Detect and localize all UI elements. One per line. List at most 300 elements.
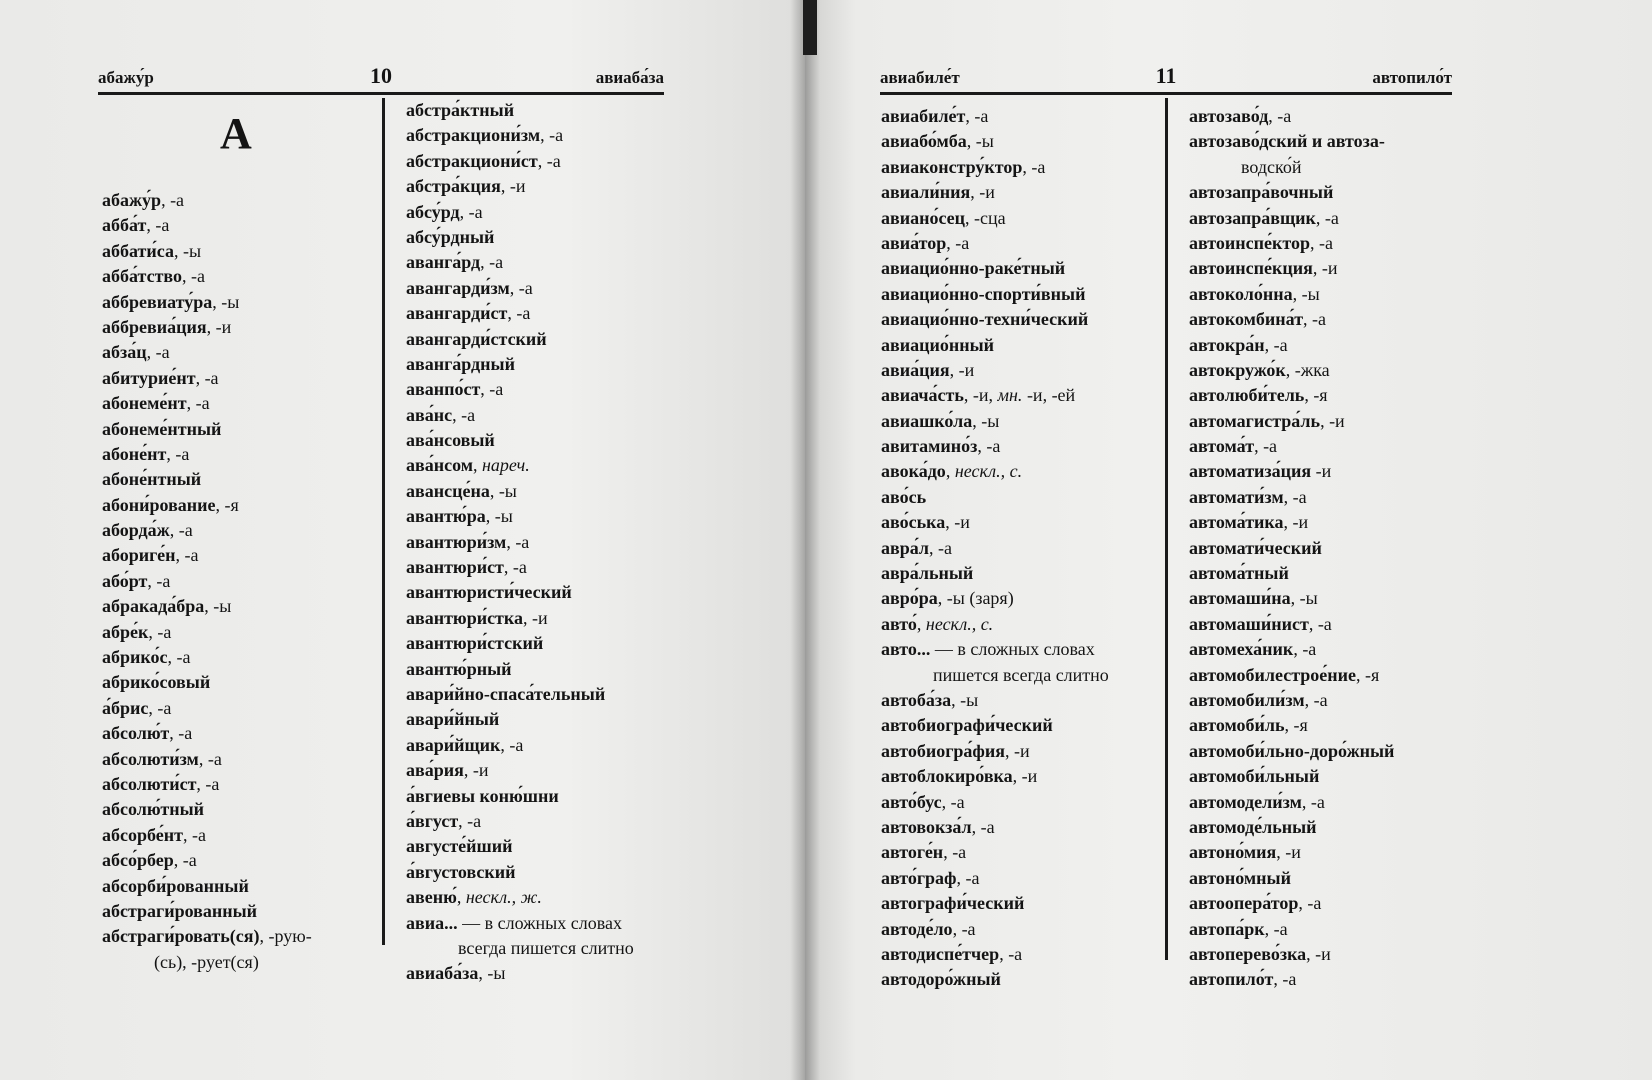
- headword: автоге́н: [881, 842, 944, 863]
- headword: авиано́сец: [881, 207, 966, 228]
- grammar-note: -и: [1311, 461, 1332, 482]
- right-header-last-word: автопило́т: [1372, 68, 1452, 87]
- dictionary-entry: [881, 688, 1109, 713]
- headword: абажу́р: [102, 190, 162, 210]
- grammar-note: , -а: [169, 520, 193, 541]
- grammar-note: , -а: [196, 773, 220, 794]
- headword: абитурие́нт: [102, 367, 196, 388]
- headword: автодоро́жный: [881, 969, 1001, 990]
- entry-continuation: всегда пишется слитно: [458, 937, 634, 958]
- dictionary-entry: [881, 637, 1109, 662]
- grammar-note: , -я: [1356, 664, 1380, 685]
- headword: абсо́рбер: [102, 850, 174, 871]
- dictionary-entry: [406, 733, 634, 758]
- grammar-note: , -а: [182, 266, 206, 287]
- headword: авангарди́зм: [406, 277, 510, 298]
- grammar-note: , -а: [458, 810, 482, 831]
- dictionary-entry: [406, 504, 634, 529]
- grammar-note: -и, -ей: [1022, 385, 1076, 406]
- headword: автозапра́вочный: [1189, 182, 1334, 203]
- grammar-note: ,: [945, 461, 955, 482]
- headword: абба́тство: [102, 266, 183, 287]
- dictionary-entry: [406, 809, 634, 834]
- dictionary-entry: [406, 707, 634, 732]
- headword: автокружо́к: [1189, 359, 1286, 380]
- headword: авантюри́зм: [406, 531, 507, 552]
- dictionary-entry: [406, 403, 634, 428]
- headword: автовокза́л: [881, 816, 972, 837]
- headword: авиа́ция: [881, 359, 950, 380]
- headword: абонеме́нт: [102, 393, 187, 414]
- grammar-label: мн.: [997, 385, 1023, 406]
- headword: абони́рование: [102, 494, 216, 515]
- left-page-number: 10: [370, 63, 392, 88]
- grammar-note: , -жка: [1285, 359, 1330, 380]
- headword: автомодели́зм: [1189, 791, 1302, 812]
- dictionary-entry: [1189, 739, 1394, 764]
- dictionary-entry: [406, 784, 634, 809]
- headword: абстра́ктный: [406, 100, 515, 120]
- headword: авто...: [881, 639, 931, 660]
- dictionary-entry: [406, 530, 634, 555]
- dictionary-entry: [881, 739, 1109, 764]
- dictionary-entry: [881, 485, 1109, 510]
- headword: абрико́совый: [102, 672, 211, 693]
- headword: авангарди́стский: [406, 328, 547, 349]
- dictionary-entry: [1189, 840, 1394, 865]
- grammar-note: , -а: [1303, 309, 1327, 330]
- headword: автодиспе́тчер: [881, 943, 1000, 964]
- grammar-note: , -а: [1264, 918, 1288, 939]
- dictionary-entry: [406, 682, 634, 707]
- grammar-note: , -а: [147, 570, 171, 591]
- grammar-note: , -ы (заря): [937, 588, 1014, 609]
- headword: абориге́н: [102, 545, 176, 566]
- dictionary-entry: [102, 239, 312, 264]
- headword: аванпо́ст: [406, 379, 481, 400]
- dictionary-entry: [1189, 790, 1394, 815]
- dictionary-entry: [881, 764, 1109, 789]
- headword: авиа...: [406, 912, 458, 933]
- headword: автомеха́ник: [1189, 639, 1294, 660]
- grammar-note: , -и: [949, 359, 975, 380]
- grammar-note: , -и: [1276, 842, 1301, 863]
- dictionary-entry: [881, 942, 1109, 967]
- grammar-note: , -и: [206, 316, 232, 337]
- headword: аванга́рдный: [406, 353, 515, 374]
- dictionary-entry: [102, 670, 312, 695]
- entry-continuation: водско́й: [1241, 156, 1302, 177]
- dictionary-entry: [406, 352, 634, 377]
- headword: автомоби́льный: [1189, 766, 1320, 787]
- grammar-label: нескл., с.: [925, 613, 994, 634]
- grammar-note: , -а: [946, 232, 970, 253]
- headword: автокомбина́т: [1189, 309, 1304, 330]
- headword: автобиографи́ческий: [881, 715, 1053, 736]
- grammar-note: , -а: [480, 252, 504, 273]
- grammar-note: , -а: [175, 545, 199, 566]
- headword: авиача́сть: [881, 385, 964, 406]
- grammar-note: , -а: [1254, 436, 1278, 457]
- grammar-note: , -а: [166, 443, 190, 464]
- headword: авро́ра: [881, 588, 938, 609]
- dictionary-entry: [102, 772, 312, 797]
- headword: авока́до: [881, 461, 946, 482]
- dictionary-entry: [1189, 129, 1394, 154]
- dictionary-entry: [881, 612, 1109, 637]
- headword: автомаши́нист: [1189, 613, 1309, 634]
- dictionary-entry: [881, 129, 1109, 154]
- headword: авто́: [881, 613, 917, 634]
- dictionary-entry: [1189, 586, 1394, 611]
- grammar-note: , -и: [1312, 258, 1338, 279]
- dictionary-entry: [102, 391, 312, 416]
- grammar-note: , -сца: [965, 207, 1006, 228]
- dictionary-entry: [406, 961, 634, 986]
- headword: автомоби́льно-доро́жный: [1189, 740, 1395, 761]
- headword: автомобилестрое́ние: [1189, 664, 1357, 685]
- dictionary-entry: [406, 657, 634, 682]
- headword: а́вгиевы коню́шни: [406, 785, 559, 806]
- dictionary-entry: [1189, 333, 1394, 358]
- right-page-column-2: [1189, 104, 1394, 993]
- dictionary-entry: [406, 327, 634, 352]
- grammar-note: , -а: [956, 867, 980, 888]
- headword: авансце́на: [406, 480, 490, 501]
- headword: автолюби́тель: [1189, 385, 1305, 406]
- grammar-label: нескл., с.: [954, 461, 1023, 482]
- headword: автомоде́льный: [1189, 816, 1317, 837]
- dictionary-entry: [881, 104, 1109, 129]
- grammar-note: , -а: [965, 106, 989, 126]
- headword: авантюристи́ческий: [406, 582, 572, 603]
- grammar-note: , -а: [146, 342, 170, 363]
- headword: авра́льный: [881, 563, 974, 584]
- headword: автоде́ло: [881, 918, 953, 939]
- dictionary-entry: [102, 899, 312, 924]
- headword: авиацио́нно-раке́тный: [881, 258, 1066, 279]
- headword: автоблокиро́вка: [881, 766, 1013, 787]
- dictionary-entry: [406, 149, 634, 174]
- headword: автоно́мный: [1189, 867, 1291, 888]
- dictionary-entry: [406, 200, 634, 225]
- grammar-note: , -и: [1306, 943, 1331, 964]
- grammar-note: , -а: [509, 277, 533, 298]
- headword: автозапра́вщик: [1189, 207, 1316, 228]
- headword: автомати́ческий: [1189, 537, 1322, 558]
- headword: автомати́зм: [1189, 486, 1284, 507]
- dictionary-entry: [406, 276, 634, 301]
- grammar-note: , -а: [198, 748, 222, 769]
- headword: абоне́нтный: [102, 469, 202, 490]
- headword: а́брис: [102, 697, 149, 718]
- grammar-note: , -и: [1283, 512, 1309, 533]
- grammar-note: , -ы: [489, 480, 517, 501]
- dictionary-entry: [881, 282, 1109, 307]
- headword: авра́л: [881, 537, 929, 558]
- grammar-note: , -а: [167, 647, 191, 668]
- dictionary-entry: [102, 366, 312, 391]
- grammar-note: , -и: [1005, 740, 1030, 761]
- dictionary-entry: [881, 206, 1109, 231]
- headword: а́вгустовский: [406, 861, 516, 882]
- grammar-note: , -а: [1301, 791, 1325, 812]
- grammar-note: , -ы: [1292, 283, 1320, 304]
- dictionary-entry: [102, 569, 312, 594]
- grammar-note: , -а: [169, 723, 193, 744]
- headword: ава́нс: [406, 404, 453, 425]
- headword: августе́йший: [406, 836, 513, 857]
- dictionary-entry: [881, 891, 1109, 916]
- headword: авари́йный: [406, 709, 500, 730]
- headword: автоматиза́ция: [1189, 461, 1312, 482]
- dictionary-entry: [102, 518, 312, 543]
- headword: аво́сь: [881, 486, 927, 507]
- book-gutter: [790, 0, 820, 1080]
- grammar-note: , -а: [1293, 639, 1317, 660]
- dictionary-entry: [406, 555, 634, 580]
- left-page-column-2: [406, 98, 634, 987]
- dictionary-entry: [1189, 307, 1394, 332]
- left-header-last-word: авиаба́за: [595, 68, 664, 87]
- headword: а́вгуст: [406, 810, 459, 831]
- dictionary-entry: [1189, 917, 1394, 942]
- grammar-note: , -рую-: [259, 926, 312, 947]
- dictionary-entry: [1189, 815, 1394, 840]
- left-header-first-word: абажу́р: [98, 68, 154, 87]
- headword: авари́йщик: [406, 734, 501, 755]
- dictionary-entry: [406, 225, 634, 250]
- dictionary-entry: [406, 860, 634, 885]
- headword: автоинспе́ктор: [1189, 232, 1310, 253]
- dictionary-entry: [881, 180, 1109, 205]
- grammar-note: ,: [456, 887, 466, 908]
- dictionary-entry: [1189, 942, 1394, 967]
- dictionary-entry: [102, 493, 312, 518]
- dictionary-entry: [1189, 485, 1394, 510]
- grammar-note: ,: [473, 455, 482, 476]
- headword: аббревиату́ра: [102, 291, 213, 312]
- dictionary-entry: [102, 467, 312, 492]
- headword: авантюри́стка: [406, 607, 523, 628]
- grammar-note: , -ы: [478, 963, 506, 984]
- headword: авиацио́нно-спорти́вный: [881, 283, 1086, 304]
- headword: авиацио́нно-техни́ческий: [881, 309, 1089, 330]
- dictionary-entry: [881, 510, 1109, 535]
- dictionary-entry: [102, 848, 312, 873]
- dictionary-entry: [1189, 663, 1394, 688]
- dictionary-entry: [406, 301, 634, 326]
- dictionary-entry: [1189, 510, 1394, 535]
- left-page-column-1: [102, 188, 312, 975]
- headword: авиали́ния: [881, 182, 971, 203]
- headword: абсу́рдный: [406, 226, 495, 247]
- dictionary-entry: [881, 713, 1109, 738]
- dictionary-entry: [881, 333, 1109, 358]
- headword: авангарди́ст: [406, 303, 508, 324]
- headword: автобиогра́фия: [881, 740, 1005, 761]
- dictionary-entry: [406, 580, 634, 605]
- dictionary-entry: [881, 459, 1109, 484]
- right-header-first-word: авиабиле́т: [880, 68, 960, 87]
- dictionary-entry: [406, 758, 634, 783]
- grammar-label: нескл., ж.: [465, 887, 542, 908]
- headword: автомаши́на: [1189, 588, 1291, 609]
- grammar-note: , -а: [146, 215, 170, 236]
- dictionary-entry: [1189, 358, 1394, 383]
- headword: абстраги́рованный: [102, 900, 258, 921]
- right-page-column-1: [881, 104, 1109, 993]
- headword: абсолю́тный: [102, 799, 205, 820]
- dictionary-entry: [881, 815, 1109, 840]
- headword: абонеме́нтный: [102, 418, 222, 439]
- grammar-note: , -а: [503, 557, 527, 578]
- dictionary-entry: [406, 250, 634, 275]
- grammar-note: , -а: [941, 791, 965, 812]
- headword: абсорбе́нт: [102, 824, 183, 845]
- dictionary-entry: [102, 696, 312, 721]
- dictionary-entry: [102, 747, 312, 772]
- dictionary-entry: [1189, 561, 1394, 586]
- dictionary-entry: [406, 631, 634, 656]
- dictionary-entry: [102, 417, 312, 442]
- headword: абре́к: [102, 621, 149, 642]
- grammar-note: , -а: [480, 379, 504, 400]
- dictionary-entry: [881, 561, 1109, 586]
- dictionary-entry: [1189, 409, 1394, 434]
- grammar-note: , -я: [1284, 715, 1308, 736]
- dictionary-entry: [102, 442, 312, 467]
- right-running-head: [880, 64, 1452, 95]
- grammar-note: , -а: [452, 404, 476, 425]
- dictionary-entry: [406, 428, 634, 453]
- headword: автопа́рк: [1189, 918, 1265, 939]
- dictionary-entry: [881, 536, 1109, 561]
- dictionary-entry: [1189, 383, 1394, 408]
- grammar-note: , -а: [952, 918, 976, 939]
- headword: автома́т: [1189, 436, 1255, 457]
- grammar-note: , -а: [1022, 156, 1046, 177]
- headword: аво́ська: [881, 512, 946, 533]
- grammar-note: , -а: [173, 850, 197, 871]
- grammar-note: , -и: [463, 760, 489, 781]
- grammar-note: ,: [916, 613, 926, 634]
- dictionary-entry: [1189, 104, 1394, 129]
- dictionary-entry: [1189, 206, 1394, 231]
- headword: авеню́: [406, 887, 457, 908]
- dictionary-entry: [1189, 764, 1394, 789]
- grammar-label: нареч.: [482, 455, 530, 476]
- grammar-note: , -а: [929, 537, 952, 558]
- headword: авиацио́нный: [881, 334, 995, 355]
- grammar-note: , -а: [971, 816, 995, 837]
- headword: авиашко́ла: [881, 410, 973, 431]
- headword: абстра́кция: [406, 176, 501, 197]
- dictionary-entry: [881, 155, 1109, 180]
- grammar-note: , -а: [182, 824, 206, 845]
- right-page-number: 11: [1155, 63, 1177, 88]
- headword: автоба́за: [881, 689, 952, 710]
- left-page: [0, 0, 805, 1080]
- headword: автоколо́нна: [1189, 283, 1293, 304]
- grammar-note: , -а: [943, 842, 967, 863]
- dictionary-entry: [406, 174, 634, 199]
- entry-continuation: пишется всегда слитно: [933, 664, 1109, 685]
- dictionary-entry: [102, 797, 312, 822]
- grammar-note: , -я: [215, 494, 239, 515]
- dictionary-entry: [881, 917, 1109, 942]
- headword: абрико́с: [102, 647, 168, 668]
- dictionary-entry: [1189, 536, 1394, 561]
- left-running-head: [98, 64, 664, 95]
- headword: авари́йно-спаса́тельный: [406, 683, 606, 704]
- grammar-note: , -а: [1264, 334, 1288, 355]
- headword: абоне́нт: [102, 443, 167, 464]
- grammar-note: , -а: [1273, 969, 1297, 990]
- dictionary-entry: [406, 606, 634, 631]
- dictionary-entry: [881, 256, 1109, 281]
- dictionary-entry: [102, 188, 312, 213]
- dictionary-entry: [1189, 866, 1394, 891]
- headword: авиабо́мба: [881, 131, 967, 152]
- dictionary-entry: [881, 967, 1109, 992]
- headword: аббати́са: [102, 240, 174, 261]
- dictionary-entry: [1189, 612, 1394, 637]
- grammar-note: , -и,: [963, 385, 998, 406]
- dictionary-entry: [406, 479, 634, 504]
- headword: авто́бус: [881, 791, 942, 812]
- dictionary-entry: [102, 290, 312, 315]
- headword: авто́граф: [881, 867, 957, 888]
- dictionary-entry: [1189, 180, 1394, 205]
- dictionary-entry: [881, 358, 1109, 383]
- grammar-note: , -а: [1304, 689, 1328, 710]
- headword: автомоби́ль: [1189, 715, 1285, 736]
- dictionary-entry: [102, 315, 312, 340]
- headword: автопило́т: [1189, 969, 1274, 990]
- dictionary-entry: [102, 620, 312, 645]
- headword: абсорби́рованный: [102, 875, 249, 896]
- headword: авиаконстру́ктор: [881, 156, 1023, 177]
- grammar-note: , -а: [1308, 613, 1332, 634]
- dictionary-entry: [102, 874, 312, 899]
- grammar-note: , -а: [1298, 893, 1322, 914]
- headword: абсолю́т: [102, 723, 170, 744]
- dictionary-entry: [881, 307, 1109, 332]
- headword: автомагистра́ль: [1189, 410, 1321, 431]
- dictionary-entry: [1189, 434, 1394, 459]
- dictionary-entry: [881, 409, 1109, 434]
- headword: автомобили́зм: [1189, 689, 1305, 710]
- headword: абстракциони́зм: [406, 125, 541, 146]
- headword: авантю́рный: [406, 658, 512, 679]
- dictionary-entry: [406, 123, 634, 148]
- grammar-note: , -а: [999, 943, 1023, 964]
- dictionary-entry: [1189, 891, 1394, 916]
- headword: абстракциони́ст: [406, 150, 538, 171]
- headword: автома́тный: [1189, 563, 1289, 584]
- grammar-note: , -а: [1309, 232, 1333, 253]
- grammar-note: , -ы: [204, 596, 232, 617]
- dictionary-entry: [881, 383, 1109, 408]
- headword: авиаба́за: [406, 963, 479, 984]
- headword: авантю́ра: [406, 506, 486, 527]
- grammar-note: , -ы: [966, 131, 994, 152]
- dictionary-entry: [881, 866, 1109, 891]
- headword: абсу́рд: [406, 201, 460, 222]
- dictionary-entry: [1189, 967, 1394, 992]
- grammar-note: , -ы: [951, 689, 979, 710]
